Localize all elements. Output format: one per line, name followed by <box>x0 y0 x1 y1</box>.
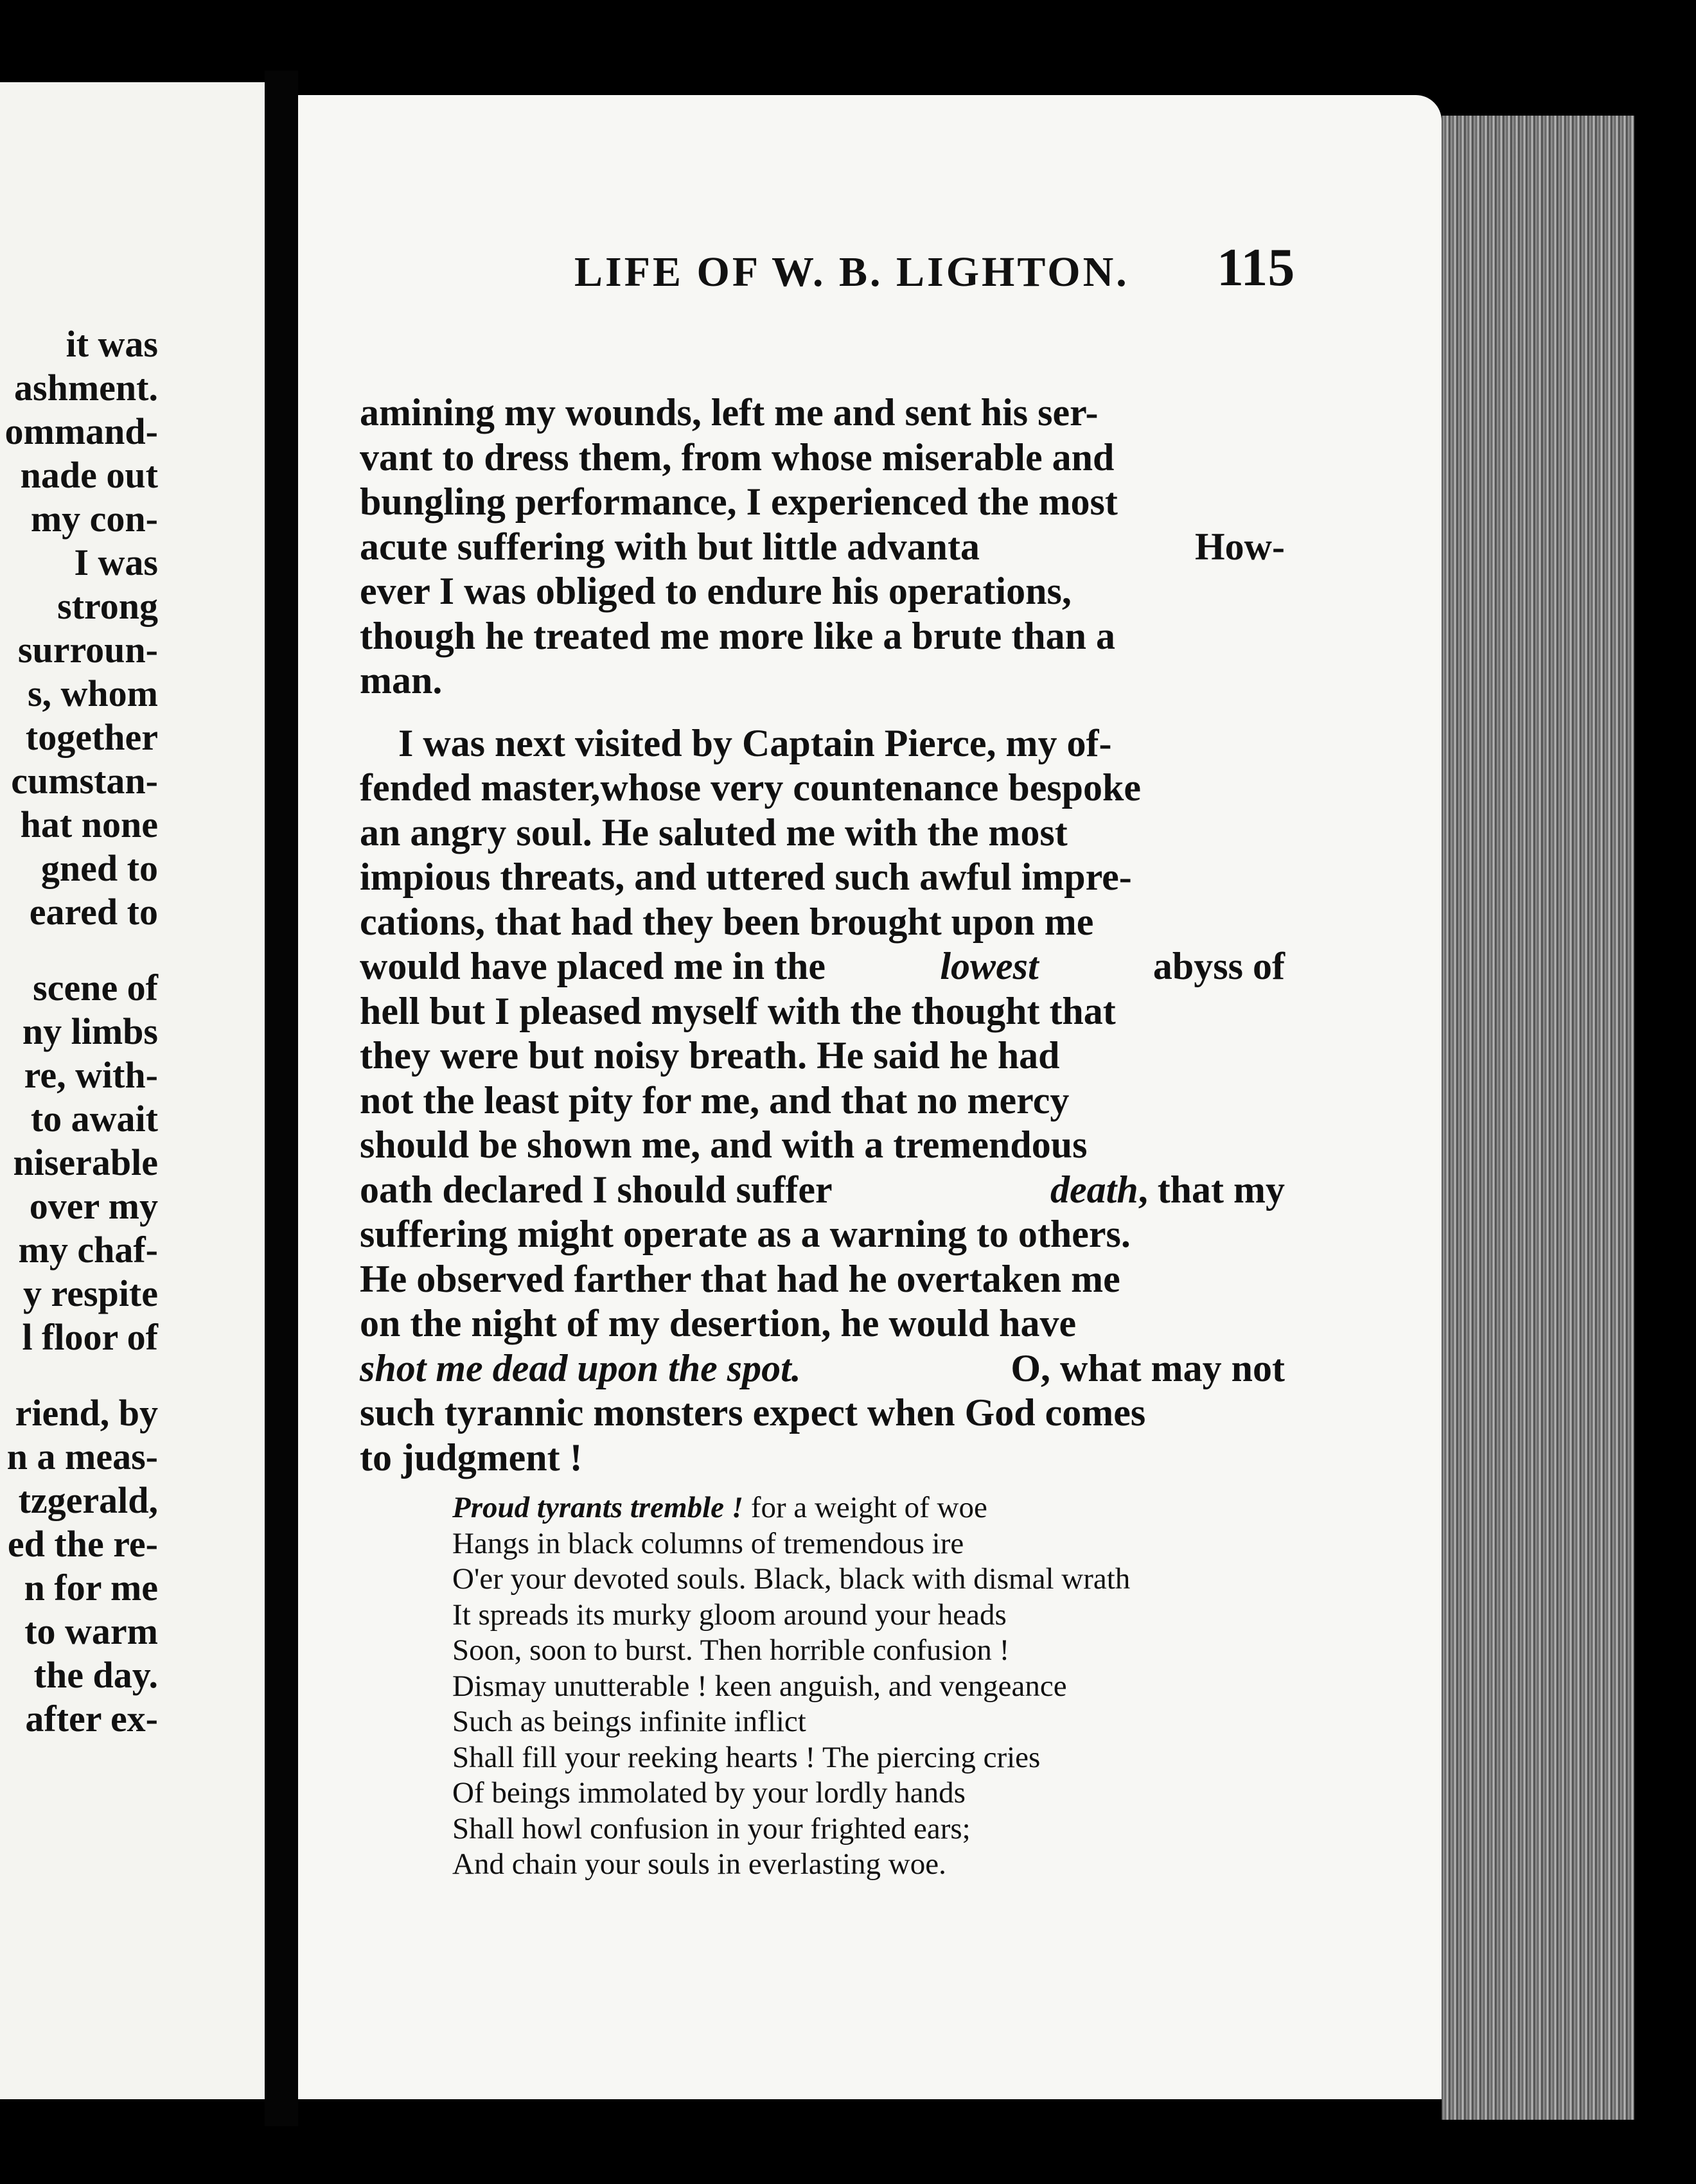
poem-verse <box>452 1490 1287 1883</box>
left-page-line: n for me <box>24 1567 158 1608</box>
verse-line: Of beings immolated by your lordly hands <box>452 1776 966 1810</box>
text-line: bungling performance, I experienced the most <box>360 480 1118 523</box>
text-fragment: acute suffering with but little advanta <box>360 525 980 568</box>
text-line: He observed farther that had he overtaken me <box>360 1257 1120 1300</box>
page-edges <box>1442 116 1634 2120</box>
left-page-line: tzgerald, <box>18 1479 158 1521</box>
left-page-line: re, with- <box>24 1054 158 1096</box>
verse-line: Shall howl confusion in your frighted ears; <box>452 1811 971 1845</box>
left-page-line: it was <box>66 323 158 365</box>
left-page-line: ashment. <box>14 367 158 409</box>
text-line: to judgment ! <box>360 1436 583 1479</box>
left-page-line: over my <box>29 1185 158 1227</box>
left-page-line: y respite <box>23 1273 158 1314</box>
italic-word: death <box>1050 1168 1138 1211</box>
verse-line: It spreads its murky gloom around your heads <box>452 1598 1007 1632</box>
text-line: man. <box>360 659 443 701</box>
left-page-line <box>0 934 158 966</box>
left-page-line: to warm <box>24 1610 158 1652</box>
text-line: amining my wounds, left me and sent his ser- <box>360 391 1099 434</box>
text-fragment: oath declared I should suffer <box>360 1168 833 1211</box>
body-text <box>360 391 1285 1480</box>
right-page <box>298 95 1442 2099</box>
italic-phrase: shot me dead upon the spot. <box>360 1346 801 1389</box>
verse-line: O'er your devoted souls. Black, black with dismal wrath <box>452 1562 1131 1596</box>
left-page-line: nade out <box>20 454 158 496</box>
left-page-line: surroun- <box>17 629 158 671</box>
verse-line <box>452 1490 1287 1526</box>
book-gutter <box>265 71 298 2126</box>
text-line <box>360 1168 1285 1213</box>
text-line: fended master,whose very countenance bespoke <box>360 766 1142 809</box>
running-head: LIFE OF W. B. LIGHTON. <box>574 249 1129 295</box>
text-line: suffering might operate as a warning to others. <box>360 1213 1131 1255</box>
left-page-line: ed the re- <box>7 1523 158 1565</box>
left-page-line: my chaf- <box>18 1229 158 1271</box>
left-page-line: together <box>25 716 158 758</box>
left-page-line: l floor of <box>22 1316 158 1358</box>
verse-line: Hangs in black columns of tremendous ire <box>452 1526 964 1560</box>
text-line: vant to dress them, from whose miserable and <box>360 436 1115 479</box>
text-line: cations, that had they been brought upon me <box>360 900 1094 943</box>
left-page-line: niserable <box>13 1141 158 1183</box>
text-fragment: , that my <box>1138 1168 1285 1211</box>
verse-line: Soon, soon to burst. Then horrible confusion ! <box>452 1634 1010 1667</box>
left-page-line: n a meas- <box>6 1436 158 1477</box>
left-page-line: hat none <box>20 804 158 845</box>
text-fragment: How- <box>1195 525 1285 568</box>
text-fragment: for a weight of woe <box>743 1491 987 1524</box>
text-fragment: O, what may not <box>1011 1346 1285 1389</box>
left-page-line: cumstan- <box>11 760 158 802</box>
text-line: should be shown me, and with a tremendous <box>360 1123 1088 1166</box>
verse-line: Dismay unutterable ! keen anguish, and vengeance <box>452 1669 1067 1703</box>
left-page-line: ny limbs <box>22 1010 158 1052</box>
text-line: ever I was obliged to endure his operations, <box>360 570 1072 612</box>
left-page-line: riend, by <box>15 1392 158 1434</box>
left-page-line: s, whom <box>27 673 158 714</box>
left-page-line <box>0 1359 158 1391</box>
verse-line: And chain your souls in everlasting woe. <box>452 1847 946 1881</box>
italic-word: lowest <box>940 945 1039 987</box>
left-page-line: I was <box>74 542 158 583</box>
text-line: such tyrannic monsters expect when God comes <box>360 1391 1146 1434</box>
text-line: though he treated me more like a brute than a <box>360 614 1116 657</box>
left-page-line: strong <box>57 585 158 627</box>
text-line <box>360 944 1285 989</box>
text-line: I was next visited by Captain Pierce, my of- <box>398 721 1112 764</box>
text-line: hell but I pleased myself with the thought that <box>360 989 1116 1032</box>
left-page-line: gned to <box>40 847 158 889</box>
text-line: not the least pity for me, and that no mercy <box>360 1079 1070 1122</box>
left-page-line: the day. <box>33 1654 158 1696</box>
text-fragment: would have placed me in the <box>360 945 826 987</box>
left-page-line: to await <box>30 1098 158 1140</box>
text-line: an angry soul. He saluted me with the most <box>360 811 1068 854</box>
left-page-line: after ex- <box>25 1698 158 1739</box>
left-page-line: scene of <box>33 967 158 1008</box>
text-line <box>360 525 1285 570</box>
left-page-line: eared to <box>29 891 158 933</box>
left-facing-page <box>0 82 265 2099</box>
italic-phrase: Proud tyrants tremble ! <box>452 1491 744 1524</box>
text-line: impious threats, and uttered such awful impre- <box>360 856 1132 898</box>
text-line <box>360 1346 1285 1391</box>
left-page-line: ommand- <box>4 410 158 452</box>
verse-line: Shall fill your reeking hearts ! The piercing cries <box>452 1740 1041 1774</box>
text-fragment: abyss of <box>1153 945 1285 987</box>
page-number: 115 <box>1217 238 1295 297</box>
text-line: on the night of my desertion, he would have <box>360 1302 1077 1344</box>
verse-line: Such as beings infinite inflict <box>452 1705 806 1738</box>
text-line: they were but noisy breath. He said he had <box>360 1034 1060 1077</box>
page-header <box>298 236 1442 307</box>
left-page-text <box>0 322 158 1741</box>
left-page-line: my con- <box>30 498 158 540</box>
